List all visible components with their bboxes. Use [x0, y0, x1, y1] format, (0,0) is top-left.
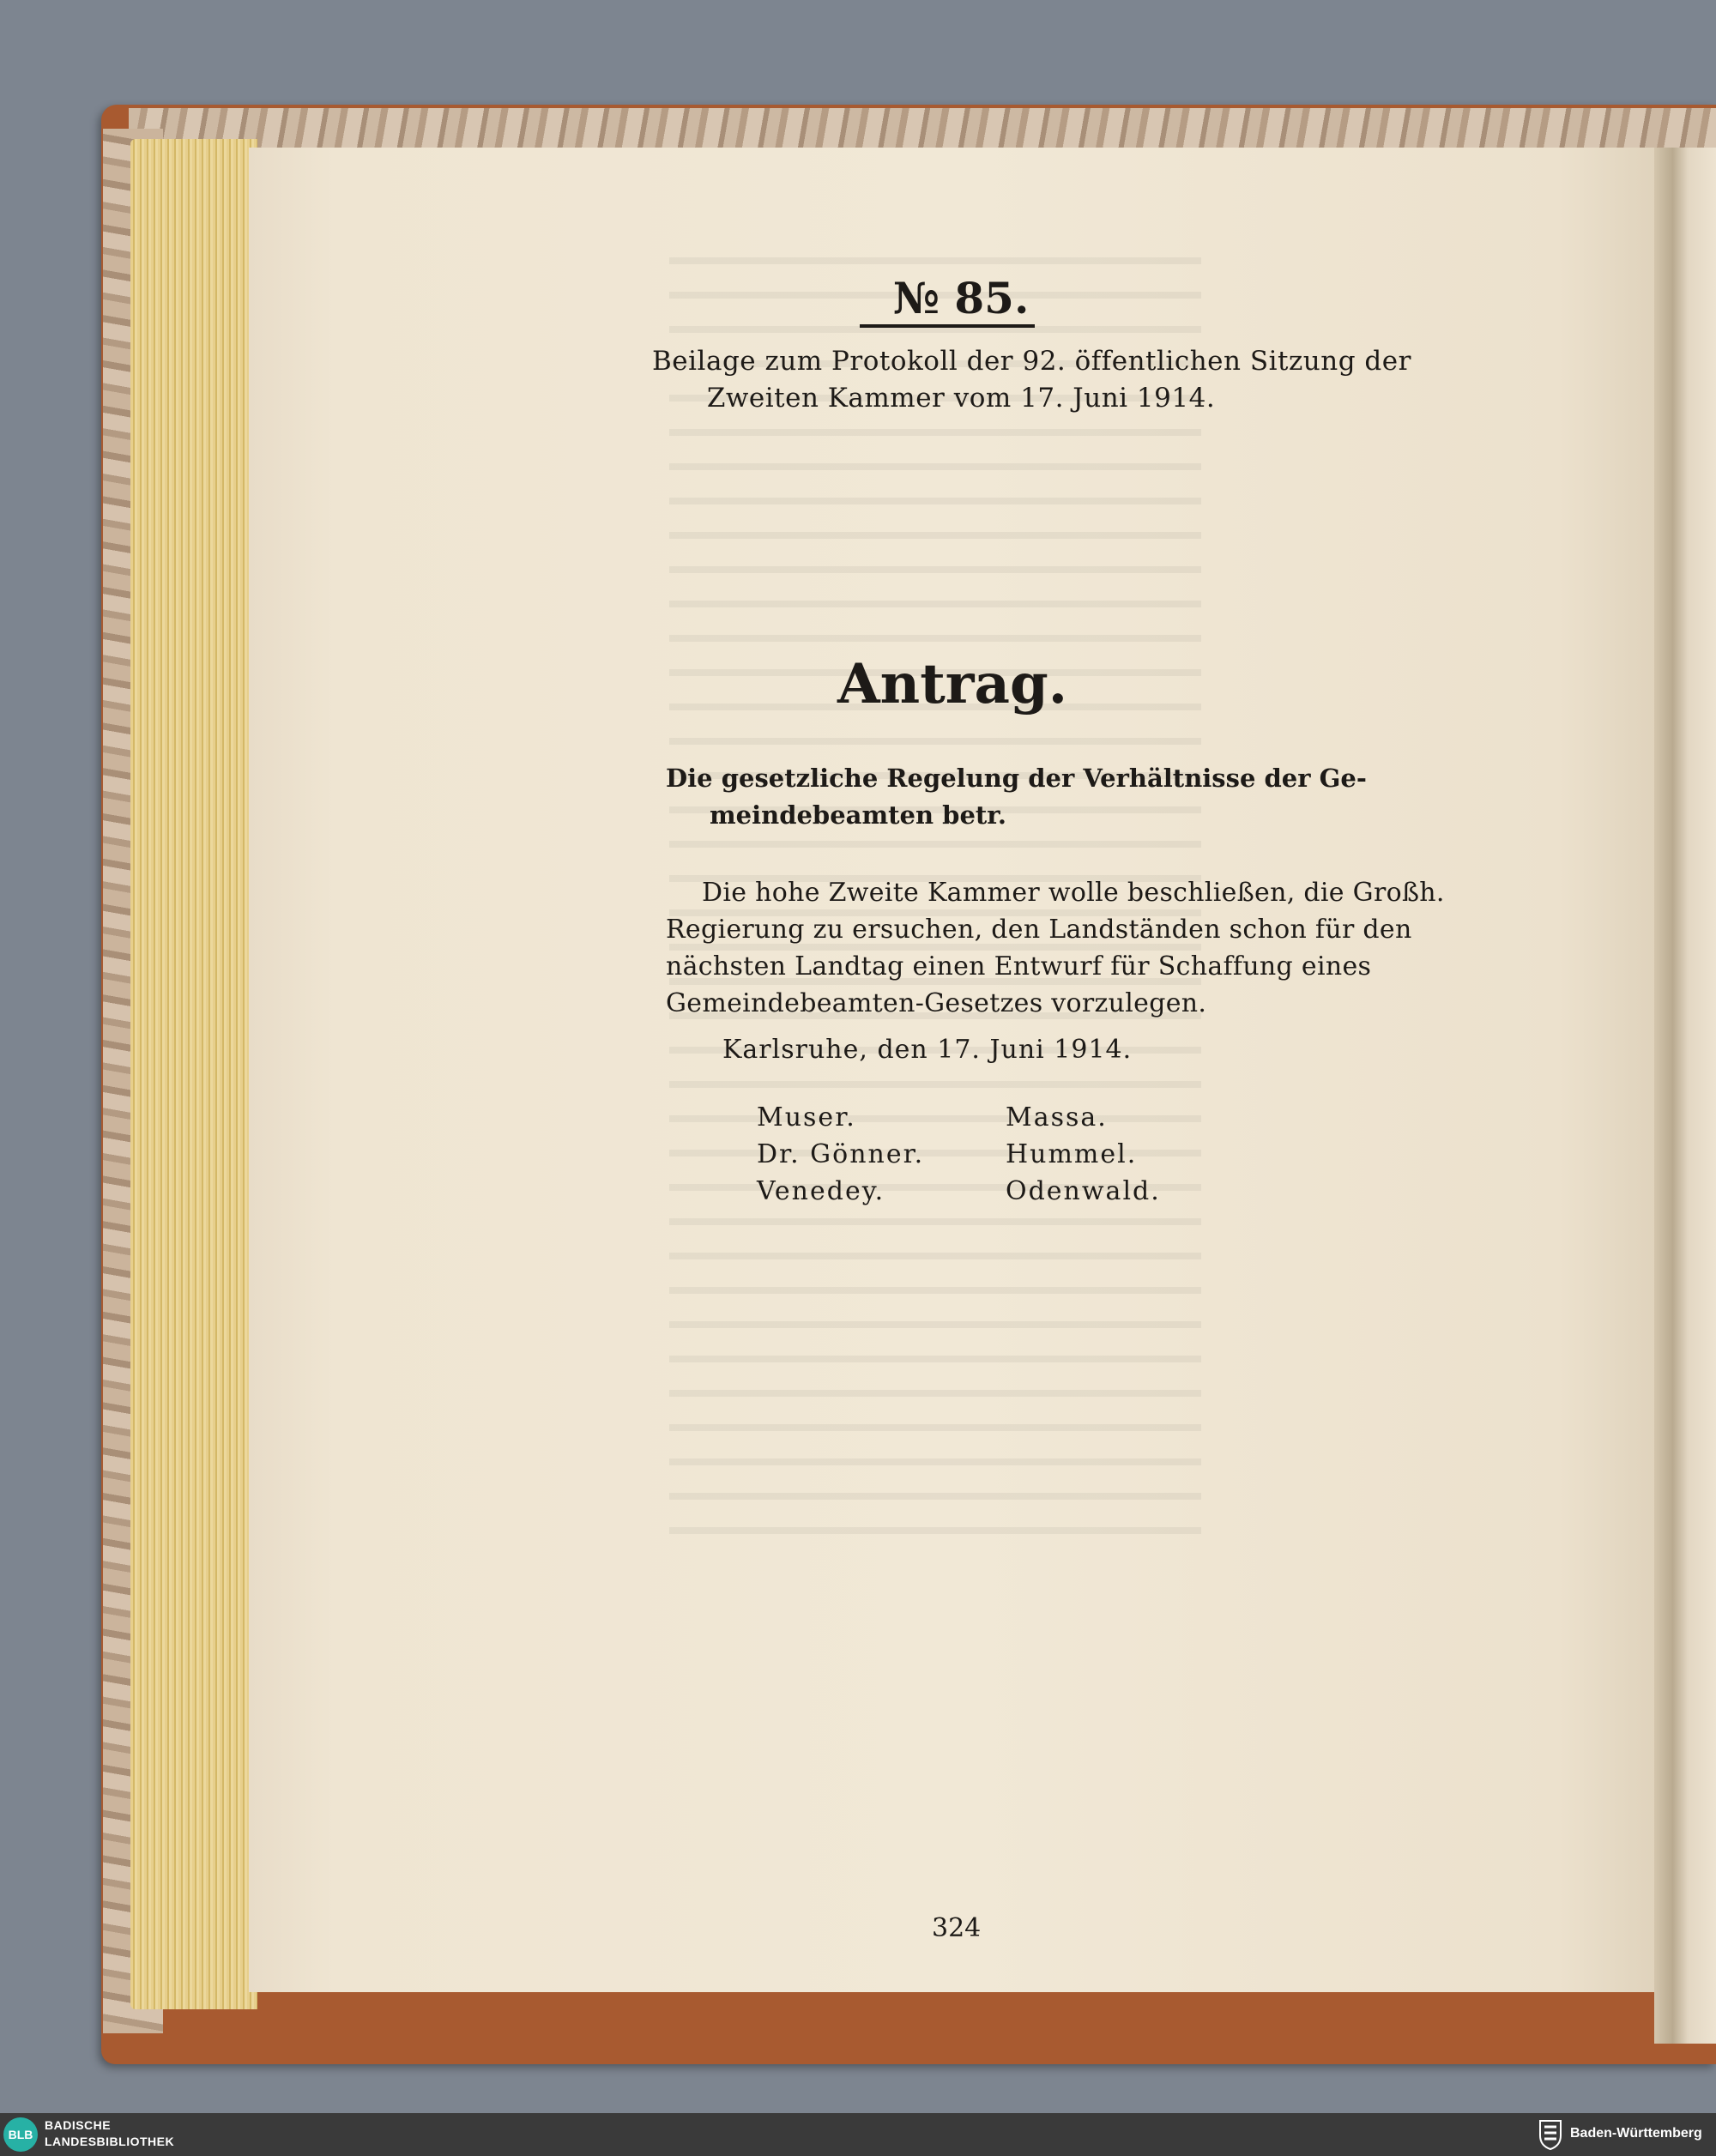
subtitle-line-2: Zweiten Kammer vom 17. Juni 1914.: [706, 383, 1216, 414]
signatory-left-3: Venedey.: [757, 1176, 885, 1206]
signatory-right-3: Odenwald.: [1006, 1176, 1161, 1206]
signatory-right-1: Massa.: [1006, 1102, 1108, 1132]
subject-line-2: meindebeamten betr.: [709, 800, 1007, 830]
library-name-line-2[interactable]: LANDESBIBLIOTHEK: [45, 2135, 175, 2148]
document-title: Antrag.: [837, 652, 1067, 716]
page-gutter: [1654, 148, 1716, 2044]
coat-of-arms-icon[interactable]: [1538, 2118, 1563, 2151]
state-name[interactable]: Baden-Württemberg: [1570, 2126, 1702, 2141]
number-underline: [860, 324, 1035, 328]
signatory-left-2: Dr. Gönner.: [757, 1139, 925, 1169]
subject-line-1: Die gesetzliche Regelung der Verhältnisse der Ge-: [666, 764, 1367, 793]
place-date: Karlsruhe, den 17. Juni 1914.: [722, 1035, 1133, 1065]
body-line-3: nächsten Landtag einen Entwurf für Schaffung eines: [666, 951, 1372, 981]
page-edges: [130, 139, 257, 2009]
subtitle-line-1: Beilage zum Protokoll der 92. öffentlichen Sitzung der: [652, 346, 1411, 377]
body-line-2: Regierung zu ersuchen, den Landständen schon für den: [666, 915, 1412, 945]
blb-logo-icon[interactable]: BLB: [3, 2117, 38, 2152]
signatory-left-1: Muser.: [757, 1102, 856, 1132]
footer-bar: [0, 2113, 1716, 2156]
library-name-line-1[interactable]: BADISCHE: [45, 2118, 112, 2132]
page-number: 324: [932, 1913, 982, 1943]
body-line-4: Gemeindebeamten-Gesetzes vorzulegen.: [666, 988, 1207, 1018]
document-number: № 85.: [892, 273, 1030, 323]
body-line-1: Die hohe Zweite Kammer wolle beschließen, die Großh.: [702, 878, 1445, 908]
signatory-right-2: Hummel.: [1006, 1139, 1138, 1169]
